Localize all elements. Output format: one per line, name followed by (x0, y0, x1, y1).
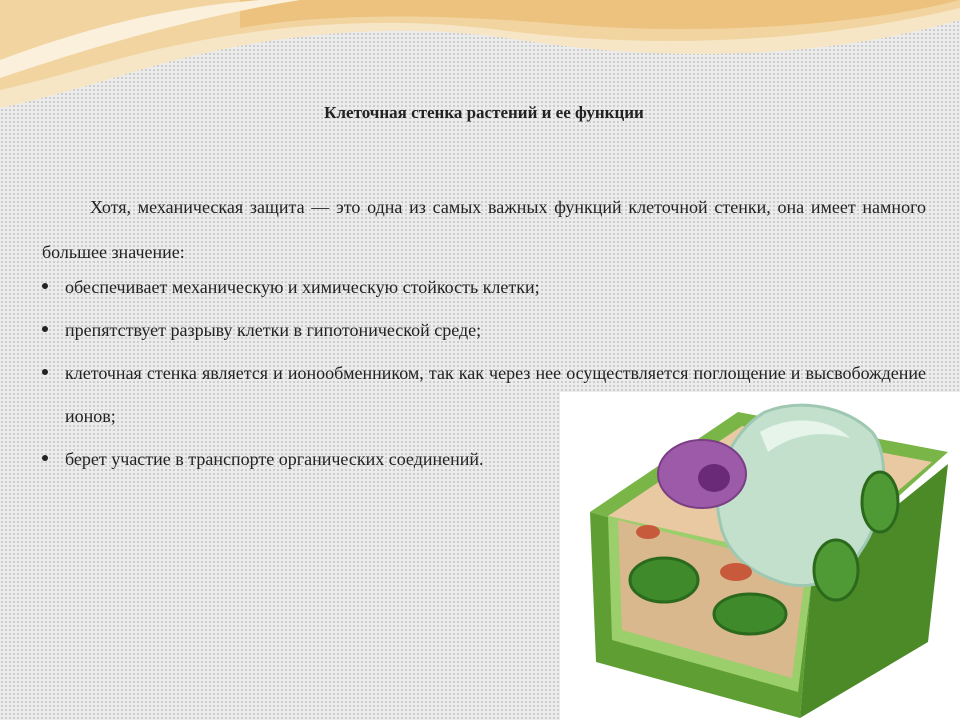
list-item-text: клеточная стенка является и ионообменником, так как через нее осуществляется поглощение и высвобождение ионов; (65, 363, 926, 426)
chloroplast (714, 594, 786, 634)
mitochondrion (720, 563, 752, 581)
bullet-icon (42, 326, 48, 332)
list-item (42, 266, 926, 309)
plant-cell-illustration (560, 392, 960, 720)
list-item-text: обеспечивает механическую и химическую стойкость клетки; (65, 277, 540, 297)
bullet-icon (42, 369, 48, 375)
nucleolus (698, 464, 730, 492)
chloroplast (630, 558, 698, 602)
bullet-icon (42, 455, 48, 461)
bullet-icon (42, 283, 48, 289)
list-item-text: препятствует разрыву клетки в гипотонической среде; (65, 320, 482, 340)
list-item-text: берет участие в транспорте органических соединений. (65, 449, 484, 469)
intro-paragraph: Хотя, механическая защита — это одна из самых важных функций клеточной стенки, она имеет намного большее значение: (42, 197, 926, 262)
decorative-swoosh (0, 0, 960, 120)
list-item (42, 309, 926, 352)
chloroplast (862, 472, 898, 532)
mitochondrion (636, 525, 660, 539)
slide-title: Клеточная стенка растений и ее функции (324, 103, 644, 122)
plant-cell-svg (560, 392, 960, 720)
chloroplast (814, 540, 858, 600)
